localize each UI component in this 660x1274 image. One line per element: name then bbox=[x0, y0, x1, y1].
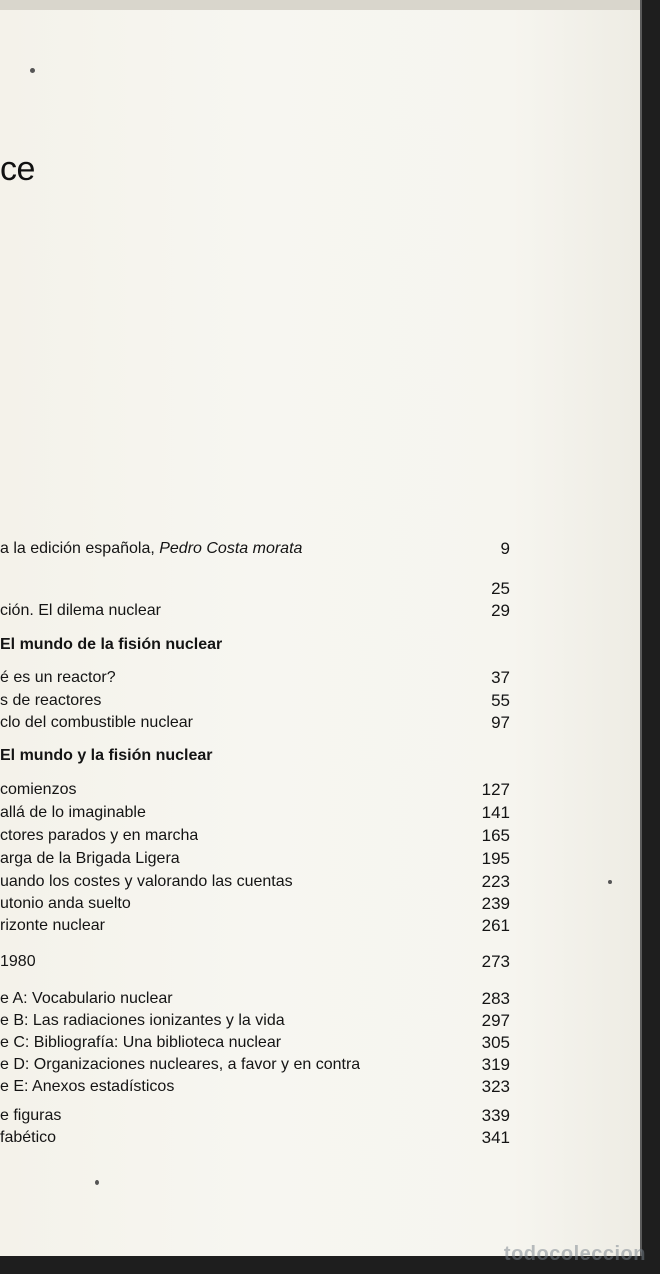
part-heading: El mundo y la fisión nuclear bbox=[0, 747, 213, 764]
toc-page-number: 305 bbox=[481, 1033, 510, 1052]
toc-entry-label: utonio anda suelto bbox=[0, 895, 131, 912]
toc-entry-label: e figuras bbox=[0, 1107, 62, 1124]
toc-page-number: 297 bbox=[481, 1011, 510, 1030]
toc-entry bbox=[0, 915, 510, 937]
toc-entry bbox=[0, 690, 510, 712]
toc-entry bbox=[0, 802, 510, 824]
toc-entry-label: e C: Bibliografía: Una biblioteca nuclear bbox=[0, 1034, 282, 1051]
toc-entry-appendix bbox=[0, 1032, 510, 1054]
part-heading: El mundo de la fisión nuclear bbox=[0, 636, 223, 653]
toc-page-number: 323 bbox=[481, 1077, 510, 1096]
toc-page-number: 29 bbox=[491, 601, 510, 620]
toc-entry-label: fabético bbox=[0, 1129, 57, 1146]
toc-entry-appendix bbox=[0, 1076, 510, 1098]
toc-page-number: 239 bbox=[481, 894, 510, 913]
toc-entry bbox=[0, 871, 510, 893]
toc-entry-label: a la edición española, Pedro Costa morata bbox=[0, 540, 303, 557]
toc-entry-appendix bbox=[0, 1010, 510, 1032]
toc-entry-label: allá de lo imaginable bbox=[0, 804, 146, 821]
toc-entry bbox=[0, 1105, 510, 1127]
toc-entry-label: é es un reactor? bbox=[0, 669, 116, 686]
toc-entry-appendix bbox=[0, 1054, 510, 1076]
toc-page-number: 37 bbox=[491, 668, 510, 687]
paper-speck bbox=[608, 880, 612, 884]
watermark-logo: todocoleccion bbox=[503, 1243, 646, 1265]
toc-page-number: 195 bbox=[481, 849, 510, 868]
toc-entry-label: clo del combustible nuclear bbox=[0, 714, 193, 731]
toc-entry-label: e A: Vocabulario nuclear bbox=[0, 990, 173, 1007]
toc-entry bbox=[0, 951, 510, 973]
toc-entry-label: e D: Organizaciones nucleares, a favor y en contra bbox=[0, 1056, 361, 1073]
toc-page-number: 341 bbox=[481, 1128, 510, 1147]
toc-entry-label: 1980 bbox=[0, 953, 36, 970]
toc-page-number: 339 bbox=[481, 1106, 510, 1125]
toc-page-number: 319 bbox=[481, 1055, 510, 1074]
paper-speck bbox=[30, 68, 35, 73]
toc-entry-label: s de reactores bbox=[0, 692, 102, 709]
toc-entry-label: ción. El dilema nuclear bbox=[0, 602, 161, 619]
toc-entry bbox=[0, 893, 510, 915]
toc-page-number: 25 bbox=[491, 579, 510, 598]
toc-page-number: 283 bbox=[481, 989, 510, 1008]
toc-page-number: 97 bbox=[491, 713, 510, 732]
toc-page-number: 127 bbox=[481, 780, 510, 799]
toc-entry bbox=[0, 848, 510, 870]
toc-entry-label: uando los costes y valorando las cuentas bbox=[0, 873, 293, 890]
toc-entry-preface bbox=[0, 538, 510, 560]
paper-speck bbox=[95, 1180, 99, 1185]
toc-entry-label: rizonte nuclear bbox=[0, 917, 105, 934]
toc-page-number: 55 bbox=[491, 691, 510, 710]
toc-entry bbox=[0, 825, 510, 847]
toc-entry-appendix bbox=[0, 988, 510, 1010]
toc-page-number: 273 bbox=[481, 952, 510, 971]
page-top-edge bbox=[0, 0, 640, 10]
toc-entry-author: Pedro Costa morata bbox=[159, 540, 303, 557]
toc-entry-label: e E: Anexos estadísticos bbox=[0, 1078, 175, 1095]
toc-entry-label: ctores parados y en marcha bbox=[0, 827, 199, 844]
toc-page-number: 165 bbox=[481, 826, 510, 845]
page-title: ce bbox=[0, 150, 35, 188]
toc-entry bbox=[0, 578, 510, 600]
toc-page-number: 141 bbox=[481, 803, 510, 822]
toc-entry bbox=[0, 600, 510, 622]
toc-entry bbox=[0, 779, 510, 801]
toc-entry bbox=[0, 1127, 510, 1149]
toc-entry-label: e B: Las radiaciones ionizantes y la vida bbox=[0, 1012, 285, 1029]
toc-page-number: 9 bbox=[500, 539, 510, 558]
toc-page-number: 261 bbox=[481, 916, 510, 935]
toc-entry-label: comienzos bbox=[0, 781, 77, 798]
toc-page-number: 223 bbox=[481, 872, 510, 891]
toc-entry-label: arga de la Brigada Ligera bbox=[0, 850, 180, 867]
toc-entry bbox=[0, 667, 510, 689]
toc-entry bbox=[0, 712, 510, 734]
